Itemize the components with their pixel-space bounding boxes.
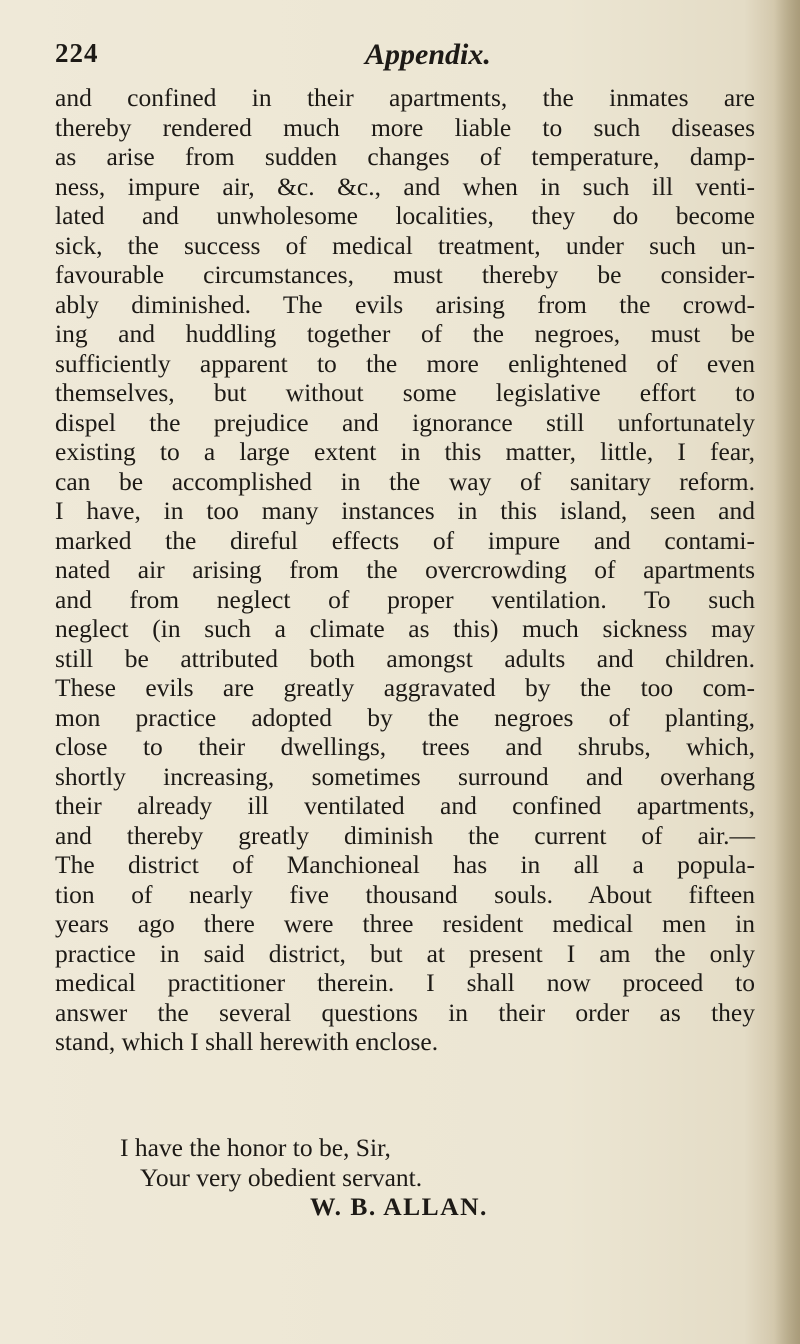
text-line: neglect (in such a climate as this) much sickness may (55, 614, 755, 643)
text-line: sick, the success of medical treatment, under such un- (55, 230, 755, 260)
text-line: I have, in too many instances in this island, seen and (55, 496, 755, 525)
text-line: can be accomplished in the way of sanitary reform. (55, 466, 755, 496)
text-line: thereby rendered much more liable to such diseases (55, 112, 755, 142)
page-number: 224 (55, 38, 99, 68)
text-line: marked the direful effects of impure and contami- (55, 525, 755, 555)
text-line: nated air arising from the overcrowding of apartments (55, 555, 755, 584)
body-text (55, 83, 755, 1057)
text-line: favourable circumstances, must thereby be consider- (55, 260, 755, 289)
text-line: ness, impure air, &c. &c., and when in such ill venti- (55, 171, 755, 201)
page-edge-shadow (774, 0, 800, 1344)
signature: W. B. ALLAN. (310, 1192, 488, 1221)
text-line: their already ill ventilated and confined apartments, (55, 791, 755, 820)
text-line: shortly increasing, sometimes surround and overhang (55, 761, 755, 791)
text-line: practice in said district, but at present I am the only (55, 938, 755, 968)
text-line: tion of nearly five thousand souls. About fifteen (55, 879, 755, 909)
text-line: These evils are greatly aggravated by the too com- (55, 673, 755, 702)
text-line: existing to a large extent in this matter, little, I fear, (55, 437, 755, 466)
page-header (55, 38, 745, 78)
text-line: still be attributed both amongst adults and children. (55, 643, 755, 673)
text-line: years ago there were three resident medical men in (55, 909, 755, 938)
closing-valediction: Your very obedient servant. (140, 1162, 423, 1192)
running-title: Appendix. (365, 38, 491, 71)
text-line: sufficiently apparent to the more enlightened of even (55, 348, 755, 378)
text-line: dispel the prejudice and ignorance still unfortunately (55, 407, 755, 437)
letter-closing (55, 1133, 755, 1222)
text-line: close to their dwellings, trees and shrubs, which, (55, 732, 755, 761)
text-line: ably diminished. The evils arising from the crowd- (55, 289, 755, 319)
text-line: themselves, but without some legislative effort to (55, 378, 755, 407)
closing-salutation: I have the honor to be, Sir, (120, 1133, 391, 1162)
text-line: as arise from sudden changes of temperature, damp- (55, 142, 755, 171)
text-line: mon practice adopted by the negroes of planting, (55, 702, 755, 732)
text-line: and thereby greatly diminish the current of air.— (55, 820, 755, 850)
text-line: ing and huddling together of the negroes, must be (55, 319, 755, 348)
text-line: The district of Manchioneal has in all a popula- (55, 850, 755, 879)
text-line: and from neglect of proper ventilation. To such (55, 584, 755, 614)
text-line: medical practitioner therein. I shall now proceed to (55, 968, 755, 997)
text-line: and confined in their apartments, the inmates are (55, 83, 755, 112)
text-line: stand, which I shall herewith enclose. (55, 1027, 439, 1056)
text-line: lated and unwholesome localities, they do become (55, 201, 755, 230)
text-line: answer the several questions in their order as they (55, 997, 755, 1027)
